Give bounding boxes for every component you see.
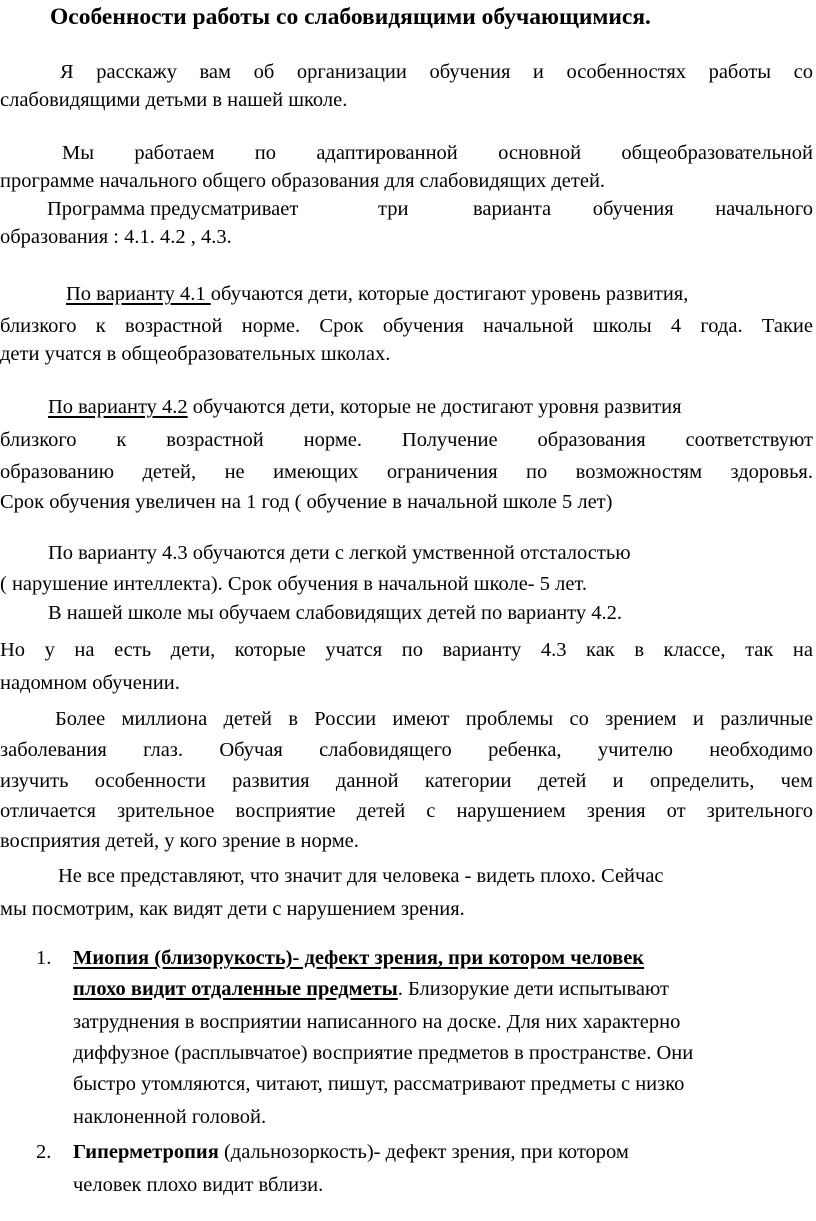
variant-4-2-label: По варианту 4.2: [48, 396, 188, 418]
list-item-line: наклоненной головой.: [73, 1106, 267, 1128]
text-line: ( нарушение интеллекта). Срок обучения в начальной школе- 5 лет.: [0, 573, 587, 595]
text-line: В нашей школе мы обучаем слабовидящих детей по варианту 4.2.: [48, 602, 622, 624]
list-item-line: Гиперметропия (дальнозоркость)- дефект зрения, при котором: [73, 1141, 629, 1163]
hypermetropia-term: Гиперметропия: [73, 1141, 219, 1163]
myopia-term-continued: плохо видит отдаленные предметы: [73, 978, 398, 1000]
text-line: близкого к возрастной норме. Получение образования соответствуют: [0, 429, 813, 451]
myopia-term: Миопия (близорукость)- дефект зрения, при котором человек: [73, 947, 645, 969]
text-line: слабовидящими детьми в нашей школе.: [0, 89, 348, 111]
list-item-line: быстро утомляются, читают, пишут, рассматривают предметы с низко: [73, 1073, 685, 1095]
text-line: надомном обучении.: [0, 672, 180, 694]
text-line: Срок обучения увеличен на 1 год ( обучение в начальной школе 5 лет): [0, 491, 613, 513]
list-number: 1.: [36, 947, 52, 969]
text-line: По варианту 4.1 обучаются дети, которые достигают уровень развития,: [66, 283, 689, 305]
text-line: программе начального общего образования для слабовидящих детей.: [0, 170, 606, 192]
list-item-line: человек плохо видит вблизи.: [73, 1174, 324, 1196]
list-item-line: [73, 945, 813, 972]
text-line: Более миллиона детей в России имеют проблемы со зрением и различные: [55, 708, 813, 730]
variant-4-1-label: По варианту 4.1: [66, 283, 211, 305]
text-line: восприятия детей, у кого зрение в норме.: [0, 830, 359, 852]
list-number: 2.: [36, 1141, 52, 1163]
text-line: Я расскажу вам об организации обучения и особенностях работы со: [60, 61, 813, 83]
text-line: отличается зрительное восприятие детей с нарушением зрения от зрительного: [0, 800, 813, 822]
text-line: Но у на есть дети, которые учатся по варианту 4.3 как в классе, так на: [0, 639, 813, 661]
text-line: Не все представляют, что значит для человека - видеть плохо. Сейчас: [58, 865, 664, 887]
text-line: образования : 4.1. 4.2 , 4.3.: [0, 226, 232, 248]
list-item-line: плохо видит отдаленные предметы. Близорукие дети испытывают: [73, 978, 669, 1000]
text-line: По варианту 4.3 обучаются дети с легкой умственной отсталостью: [48, 542, 631, 564]
text-line: образованию детей, не имеющих ограничения по возможностям здоровья.: [0, 461, 813, 483]
text-line: заболевания глаз. Обучая слабовидящего ребенка, учителю необходимо: [0, 739, 813, 761]
text-line: Мы работаем по адаптированной основной общеобразовательной: [62, 142, 813, 164]
text-line: близкого к возрастной норме. Срок обучения начальной школы 4 года. Такие: [0, 315, 813, 337]
text-line: изучить особенности развития данной категории детей и определить, чем: [0, 770, 813, 792]
text-line: По варианту 4.2 обучаются дети, которые не достигают уровня развития: [48, 396, 682, 418]
page-title: Особенности работы со слабовидящими обучающимися.: [50, 4, 651, 30]
list-item-line: диффузное (расплывчатое) восприятие предметов в пространстве. Они: [73, 1042, 694, 1064]
text-line: мы посмотрим, как видят дети с нарушением зрения.: [0, 898, 465, 920]
text-line: дети учатся в общеобразовательных школах.: [0, 343, 391, 365]
list-item-line: затруднения в восприятии написанного на доске. Для них характерно: [73, 1011, 681, 1033]
